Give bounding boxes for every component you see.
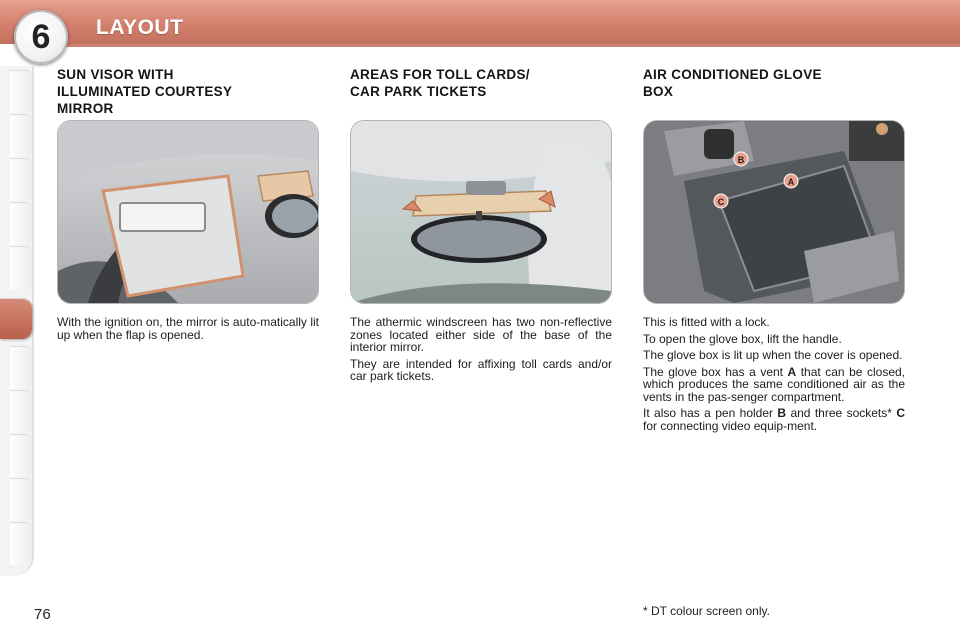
chapter-tab-5[interactable] (10, 246, 32, 289)
chapter-tab-4[interactable] (10, 202, 32, 245)
chapter-tab-9[interactable] (10, 434, 32, 477)
callout-b: B (737, 155, 745, 165)
glove-box-photo (643, 120, 905, 304)
glove-box-text-1: This is fitted with a lock. (643, 315, 770, 329)
footnote: * DT colour screen only. (643, 604, 770, 618)
chapter-tab-strip (0, 66, 34, 576)
chapter-tab-10[interactable] (10, 478, 32, 521)
section-toll-cards (350, 66, 612, 387)
sun-visor-text: With the ignition on, the mirror is auto-matically lit up when the flap is opened. (57, 315, 319, 342)
chapter-tab-6-active[interactable] (0, 298, 32, 339)
chapter-tab-1[interactable] (10, 70, 32, 113)
page-number: 76 (34, 606, 51, 623)
callout-a: A (787, 177, 795, 187)
toll-cards-text-2: They are intended for affixing toll cards and/or car park tickets. (350, 356, 612, 383)
chapter-tab-7[interactable] (10, 346, 32, 389)
chapter-title: LAYOUT (96, 16, 184, 39)
callout-c: C (717, 197, 725, 207)
windscreen-photo (350, 120, 612, 304)
section-sun-visor (57, 66, 319, 345)
section-heading: SUN VISOR WITH ILLUMINATED COURTESY MIRROR (57, 67, 233, 116)
glove-box-text-holder: It also has a pen holder B and three sockets* C for connecting video equip-ment. (643, 406, 905, 433)
section-glove-box (643, 66, 905, 436)
section-heading: AIR CONDITIONED GLOVE BOX (643, 67, 822, 99)
header-rule (60, 44, 960, 47)
sun-visor-photo (57, 120, 319, 304)
glove-box-text-2: To open the glove box, lift the handle. (643, 331, 842, 346)
chapter-number-badge: 6 (14, 10, 68, 64)
glove-box-text-3: The glove box is lit up when the cover is opened. (643, 348, 903, 362)
chapter-tab-8[interactable] (10, 390, 32, 433)
chapter-tab-2[interactable] (10, 114, 32, 157)
section-heading: AREAS FOR TOLL CARDS/ CAR PARK TICKETS (350, 67, 530, 99)
glove-box-text-vent: The glove box has a vent A that can be closed, which produces the same conditioned air as the vents in the pas-senger compartment. (643, 364, 906, 404)
chapter-tab-3[interactable] (10, 158, 32, 201)
toll-cards-text-1: The athermic windscreen has two non-reflective zones located either side of the base of the interior mirror. (350, 315, 612, 354)
chapter-tab-11[interactable] (10, 522, 32, 565)
